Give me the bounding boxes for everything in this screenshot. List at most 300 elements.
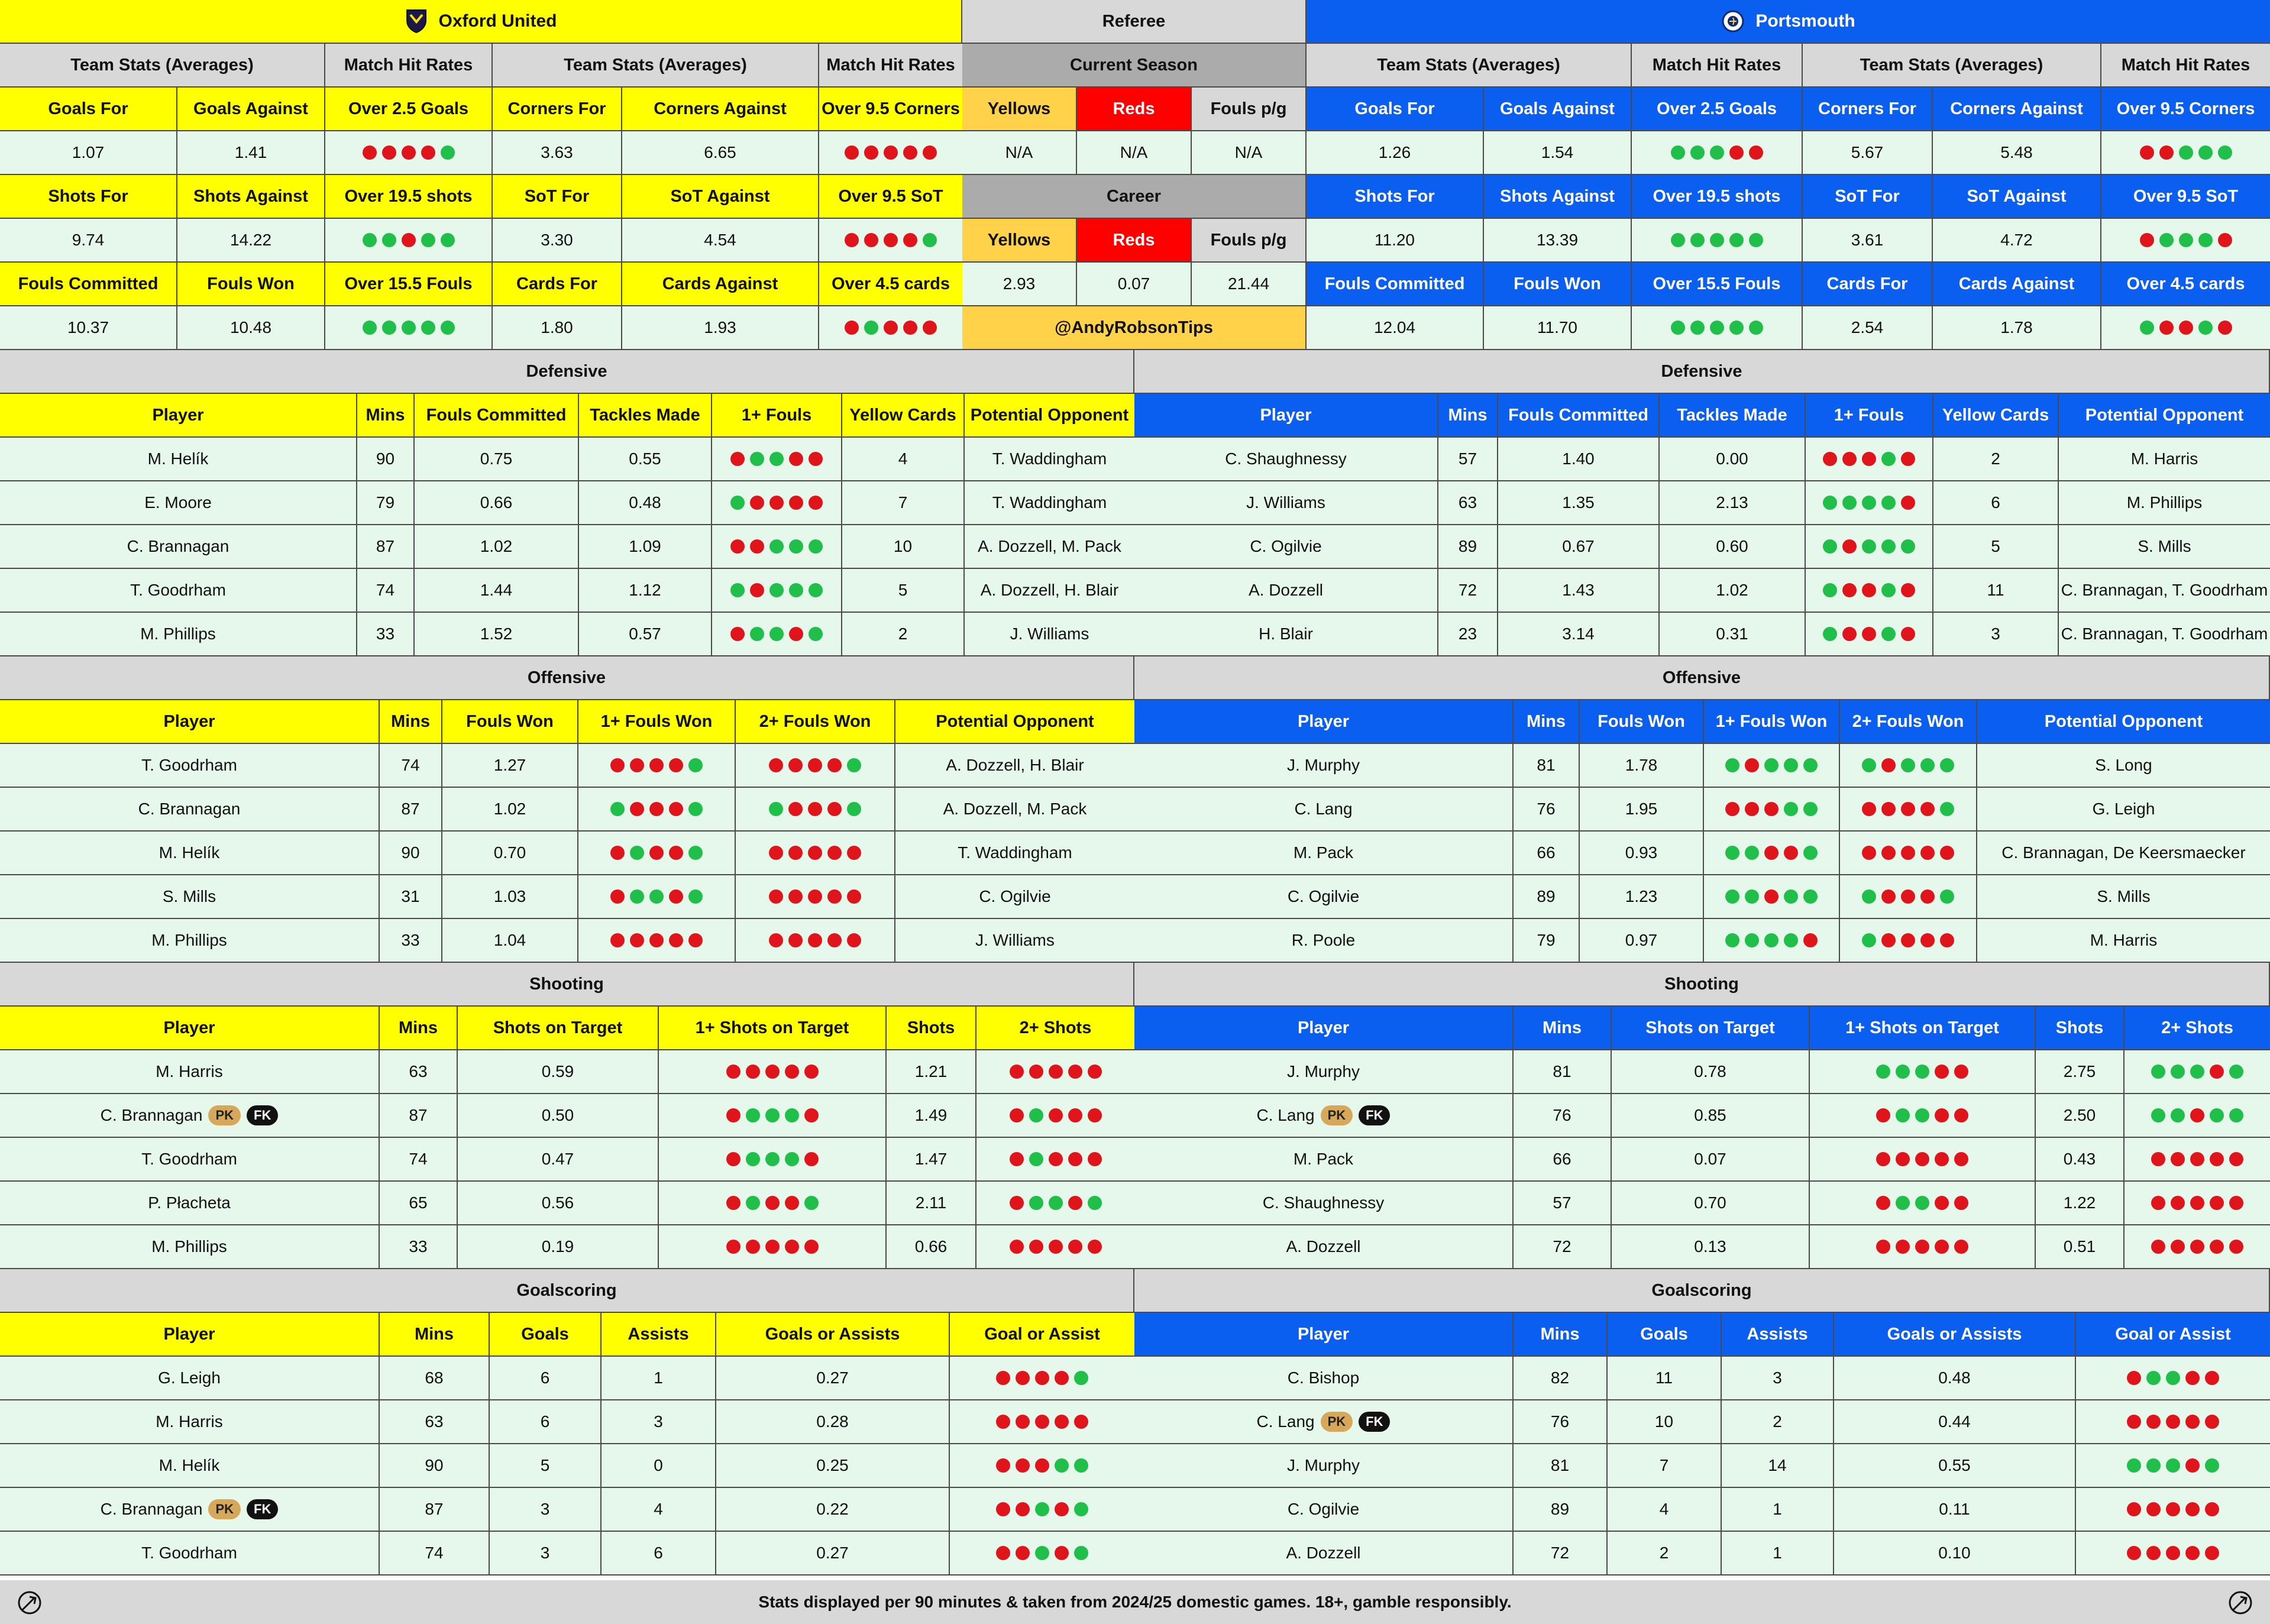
hit-rate-dots [2127,1502,2219,1516]
team-stat-label: Over 19.5 shots [325,175,493,219]
hit-dot-green [1940,889,1954,904]
hit-dot-red [1896,1240,1910,1254]
team-stat-label: SoT For [493,175,622,219]
team-stat-label: Shots Against [1484,175,1632,219]
stat-cell: 0.70 [442,832,578,875]
ref-current-reds: N/A [1077,131,1192,175]
hit-dot-red [1745,758,1759,772]
hit-rate-dots [730,496,823,510]
player-name: C. Ogilvie [1287,1500,1360,1518]
away-team-stats [1307,0,2270,350]
hit-dot-red [923,145,937,160]
hit-dot-green [1764,758,1779,772]
player-name: M. Harris [156,1062,223,1080]
hit-dot-green [1710,233,1724,247]
hit-rate-dots [2140,145,2232,160]
stat-cell: 89 [1514,875,1580,919]
stat-cell: 0.78 [1612,1050,1810,1094]
table-row [1134,919,2270,963]
hit-rate-dots [610,933,703,947]
player-name-cell [0,1050,380,1094]
stat-cell: 74 [380,1138,458,1182]
stat-cell: 6 [602,1532,716,1576]
hit-dot-red [827,758,842,772]
hit-dot-red [864,145,878,160]
hit-dot-red [1940,933,1954,947]
hit-dot-green [1074,1546,1088,1560]
player-name: C. Shaughnessy [1262,1193,1385,1212]
player-name-cell [0,438,357,481]
hit-dot-red [769,758,783,772]
hit-dot-green [769,583,784,597]
hit-dot-red [1881,889,1896,904]
team-stat-label: SoT For [1803,175,1933,219]
hit-rate-cell [2076,1444,2270,1488]
hit-dot-green [1074,1502,1088,1516]
hit-rate-dots [1876,1196,1968,1210]
hit-rate-cell [1840,832,1977,875]
hit-dot-red [1876,1240,1890,1254]
hit-rate-cell [578,919,736,963]
stat-cell: 0.93 [1580,832,1704,875]
stat-cell: G. Leigh [1977,788,2270,832]
hit-rate-cell [659,1138,887,1182]
team-stat-value: 11.70 [1484,306,1632,350]
hit-dot-green [1901,758,1915,772]
column-header: Mins [1514,700,1580,744]
hit-dot-red [808,933,822,947]
hit-rate-cell [2076,1400,2270,1444]
player-name: S. Mills [162,887,216,905]
hit-dot-green [2140,321,2154,335]
hit-dot-red [649,758,664,772]
stat-cell: 33 [380,1225,458,1269]
hit-dot-green [1729,321,1744,335]
table-row [1134,1225,2270,1269]
hit-rate-dots [610,758,703,772]
player-name: C. Lang [1294,800,1353,818]
hit-rate-dots [1725,889,1818,904]
team-hit-rate [2101,306,2270,350]
hit-dot-red [2159,145,2174,160]
team-stat-value: 14.22 [177,219,325,263]
stat-cell: 0.85 [1612,1094,1810,1138]
hit-rate-dots [2140,233,2232,247]
hit-rate-cell [736,919,895,963]
table-row [0,788,1134,832]
column-header: Assists [1722,1313,1834,1357]
stat-cell: 72 [1514,1532,1608,1576]
hit-rate-cell [950,1532,1134,1576]
hit-dot-red [765,1196,780,1210]
team-hit-rate [325,131,493,175]
hit-dot-red [730,452,745,466]
player-name-cell [0,1444,380,1488]
hit-dot-green [765,1152,780,1166]
hit-rate-dots [1725,758,1818,772]
player-name: M. Phillips [151,1237,227,1256]
player-name-cell [0,1138,380,1182]
ref-reds-label: Reds [1077,219,1192,263]
hit-rate-cell [976,1050,1134,1094]
player-name: M. Helík [159,1456,220,1474]
player-name: T. Goodrham [141,1150,237,1168]
hit-dot-green [2179,233,2193,247]
hit-dot-red [630,802,644,816]
hit-dot-red [726,1065,741,1079]
hit-dot-green [1823,627,1837,641]
stat-cell: 1.23 [1580,875,1704,919]
hit-rate-cell [2076,1488,2270,1532]
stat-cell: 1.95 [1580,788,1704,832]
hit-rate-cell [1704,832,1840,875]
stat-cell: 10 [842,525,965,569]
table-row [1134,481,2270,525]
stat-cell: 2.13 [1660,481,1806,525]
hit-dot-red [769,496,784,510]
table-row [0,1400,1134,1444]
stat-cell: 0.48 [579,481,712,525]
home-team-header [0,0,962,44]
player-name-cell [1134,613,1438,656]
stat-cell: 11 [1608,1357,1722,1400]
player-name: C. Lang [1256,1106,1315,1124]
table-row [0,1488,1134,1532]
column-header: Fouls Won [442,700,578,744]
hit-dot-green [2171,1108,2185,1122]
stat-cell: 1.04 [442,919,578,963]
column-header: Player [1134,700,1514,744]
hit-dot-green [765,1108,780,1122]
hit-dot-green [363,233,377,247]
stat-cell: C. Brannagan, T. Goodrham [2059,613,2270,656]
hit-rate-cell [950,1400,1134,1444]
hit-dot-green [2205,1458,2219,1473]
team-stat-value: 10.37 [0,306,177,350]
stat-cell: 76 [1514,788,1580,832]
stat-cell: J. Williams [895,919,1134,963]
hit-dot-green [1074,1458,1088,1473]
hit-dot-red [2127,1502,2141,1516]
stat-cell: 6 [490,1400,602,1444]
hit-dot-red [864,233,878,247]
hit-dot-green [1745,846,1759,860]
player-name-cell [0,919,380,963]
hit-dot-red [1068,1152,1082,1166]
table-row [0,1182,1134,1225]
hit-dot-red [1035,1458,1049,1473]
team-stat-label: Over 9.5 Corners [2101,88,2270,131]
table-row [0,481,1134,525]
hit-rate-dots [845,233,937,247]
hit-dot-red [1016,1546,1030,1560]
hit-dot-green [2179,145,2193,160]
hit-dot-green [1862,933,1876,947]
section-title: Shooting [1134,963,2270,1007]
hit-rate-dots [2127,1546,2219,1560]
hit-dot-red [2210,1152,2224,1166]
hit-dot-green [1896,1065,1910,1079]
hit-dot-red [669,889,683,904]
hit-dot-red [726,1196,741,1210]
hit-dot-green [789,539,803,554]
player-name: G. Leigh [158,1369,221,1387]
column-header: Shots on Target [1612,1007,1810,1050]
stat-cell: 7 [842,481,965,525]
column-header: Goals [490,1313,602,1357]
team-stat-label: Corners Against [622,88,819,131]
section-title: Defensive [1134,350,2270,394]
stat-cell: 23 [1438,613,1498,656]
hit-dot-green [1088,1196,1102,1210]
ref-current-yellows: N/A [962,131,1077,175]
player-name: J. Murphy [1287,1456,1360,1474]
player-name: C. Shaughnessy [1225,449,1347,468]
stat-cell: 3.14 [1498,613,1660,656]
hit-dot-green [630,889,644,904]
stat-cell: 1.43 [1498,569,1660,613]
hit-rate-cell [1840,744,1977,788]
section-title: Goalscoring [0,1269,1134,1313]
team-stat-value: 10.48 [177,306,325,350]
hit-rate-dots [996,1546,1088,1560]
hit-dot-green [2166,1371,2180,1385]
hit-dot-red [1784,846,1798,860]
team-stat-label: Over 2.5 Goals [1632,88,1803,131]
hit-dot-red [1954,1065,1968,1079]
team-stat-label: Fouls Won [177,263,325,306]
player-name-cell [1134,1182,1514,1225]
hit-dot-green [1920,758,1935,772]
away-header-hit-rates: Match Hit Rates [2101,44,2270,88]
hit-rate-dots [2151,1108,2243,1122]
hit-dot-green [2210,1108,2224,1122]
stat-cell: T. Waddingham [965,438,1134,481]
hit-dot-green [441,233,455,247]
hit-dot-red [1016,1458,1030,1473]
column-header: 2+ Shots [2125,1007,2270,1050]
hit-dot-red [2146,1415,2161,1429]
table-row [1134,1488,2270,1532]
team-stat-label: Over 4.5 cards [2101,263,2270,306]
hit-rate-cell [736,788,895,832]
hit-dot-red [746,1240,760,1254]
hit-dot-red [2218,233,2232,247]
player-name: T. Goodrham [130,581,226,599]
hit-dot-green [1915,1108,1929,1122]
stat-cell: 81 [1514,1050,1612,1094]
team-stat-label: Goals For [1307,88,1484,131]
hit-dot-green [1764,933,1779,947]
stat-cell: 2.11 [887,1182,976,1225]
hit-dot-red [2190,1196,2204,1210]
team-stat-label: SoT Against [1933,175,2101,219]
stat-cell: 2 [1608,1532,1722,1576]
hit-dot-green [1035,1502,1049,1516]
hit-dot-red [1035,1371,1049,1385]
column-header: Player [0,1313,380,1357]
hit-rate-dots [1010,1196,1102,1210]
hit-dot-red [2171,1152,2185,1166]
hit-dot-red [788,933,803,947]
column-header: Player [0,394,357,438]
hit-dot-red [1901,933,1915,947]
team-stat-label: SoT Against [622,175,819,219]
column-header: Tackles Made [1660,394,1806,438]
hit-dot-red [1049,1065,1063,1079]
hit-dot-red [1068,1240,1082,1254]
hit-dot-red [1935,1240,1949,1254]
stat-cell: 63 [380,1400,490,1444]
hit-rate-cell [712,481,842,525]
stat-cell: 63 [380,1050,458,1094]
hit-dot-green [1803,889,1818,904]
hit-dot-red [669,802,683,816]
hit-dot-green [730,583,745,597]
hit-rate-dots [769,933,861,947]
hit-dot-green [1671,145,1685,160]
hit-rate-dots [1823,496,1915,510]
hit-dot-green [1803,802,1818,816]
hit-rate-cell [1840,788,1977,832]
stat-cell: 90 [380,1444,490,1488]
free-kick-badge: FK [247,1105,278,1125]
team-stat-label: Over 9.5 SoT [819,175,962,219]
hit-rate-dots [726,1240,819,1254]
hit-dot-green [1896,1196,1910,1210]
hit-rate-dots [2151,1196,2243,1210]
penalty-badge: PK [208,1499,241,1519]
tipster-handle[interactable]: @AndyRobsonTips [962,306,1307,350]
hit-dot-red [1088,1108,1102,1122]
stat-cell: 0.07 [1612,1138,1810,1182]
hit-dot-red [2218,321,2232,335]
hit-rate-dots [726,1152,819,1166]
hit-rate-cell [578,788,736,832]
stat-cell: 0.22 [716,1488,950,1532]
hit-dot-red [847,933,861,947]
team-stat-value: 2.54 [1803,306,1933,350]
team-stat-value: 6.65 [622,131,819,175]
stat-cell: 1.03 [442,875,578,919]
stat-cell: 2.75 [2036,1050,2125,1094]
hit-dot-green [1671,233,1685,247]
hit-dot-red [1035,1415,1049,1429]
hit-dot-green [1671,321,1685,335]
hit-dot-red [1876,1152,1890,1166]
player-name: M. Pack [1293,1150,1354,1168]
stat-cell: 63 [1438,481,1498,525]
column-header: Goals [1608,1313,1722,1357]
hit-dot-green [1881,539,1896,554]
hit-rate-cell [2076,1357,2270,1400]
hit-dot-red [2190,1108,2204,1122]
hit-rate-dots [1725,846,1818,860]
stat-cell: 0.51 [2036,1225,2125,1269]
stat-cell: 0.75 [415,438,579,481]
stat-cell: 3 [490,1488,602,1532]
hit-dot-red [2185,1415,2200,1429]
team-stat-label: Over 19.5 shots [1632,175,1803,219]
penalty-badge: PK [1321,1412,1353,1432]
column-header: Goal or Assist [950,1313,1134,1357]
stat-cell: 0.31 [1660,613,1806,656]
team-stat-label: Cards For [1803,263,1933,306]
stat-cell: 11 [1933,569,2059,613]
hit-rate-dots [996,1371,1088,1385]
stat-cell: 1.40 [1498,438,1660,481]
ref-yellows-label: Yellows [962,88,1077,131]
hit-dot-red [845,321,859,335]
player-name-cell [0,569,357,613]
hit-dot-red [1803,933,1818,947]
player-name-cell [1134,569,1438,613]
hit-dot-red [2205,1546,2219,1560]
stat-cell: 0.50 [458,1094,659,1138]
team-stat-value: 3.63 [493,131,622,175]
hit-dot-red [2185,1546,2200,1560]
stat-cell: 74 [380,1532,490,1576]
home-player-sections [0,350,1134,1576]
team-stat-label: Fouls Committed [0,263,177,306]
hit-dot-green [421,321,435,335]
hit-dot-red [1862,846,1876,860]
home-shooting-section [0,963,1134,1269]
hit-dot-green [1745,889,1759,904]
player-name-cell [1134,1225,1514,1269]
hit-rate-dots [363,233,455,247]
team-stat-value: 3.61 [1803,219,1933,263]
stat-cell: 89 [1438,525,1498,569]
hit-dot-green [1725,933,1739,947]
team-stat-label: Corners Against [1933,88,2101,131]
player-name-cell [1134,1138,1514,1182]
hit-dot-red [1055,1546,1069,1560]
hit-dot-green [1784,758,1798,772]
stat-cell: 2 [1722,1400,1834,1444]
player-name: H. Blair [1259,625,1313,643]
hit-dot-red [750,539,764,554]
stat-cell: 0.11 [1834,1488,2076,1532]
table-row [0,1050,1134,1094]
referee-current-season: Current Season [962,44,1307,88]
hit-dot-red [2185,1502,2200,1516]
portsmouth-crest-icon [1721,8,1745,34]
stat-cell: C. Ogilvie [895,875,1134,919]
player-name-cell [1134,1050,1514,1094]
column-header: Potential Opponent [1977,700,2270,744]
stat-cell: 0.10 [1834,1532,2076,1576]
home-team-name: Oxford United [438,11,557,31]
hit-dot-green [1690,233,1705,247]
hit-dot-red [847,846,861,860]
hit-dot-red [847,889,861,904]
team-stat-value: 1.78 [1933,306,2101,350]
hit-rate-cell [659,1182,887,1225]
hit-rate-dots [1862,889,1954,904]
away-header-team-stats: Team Stats (Averages) [1803,44,2101,88]
brand-logo-icon [2227,1590,2253,1620]
stat-cell: 0.67 [1498,525,1660,569]
hit-dot-green [1784,933,1798,947]
stat-cell: 33 [380,919,442,963]
stat-cell: 0.28 [716,1400,950,1444]
hit-dot-red [765,1065,780,1079]
stat-cell: 1.02 [442,788,578,832]
referee-title: Referee [962,0,1307,44]
hit-dot-red [1901,496,1915,510]
stat-cell: 1.27 [442,744,578,788]
